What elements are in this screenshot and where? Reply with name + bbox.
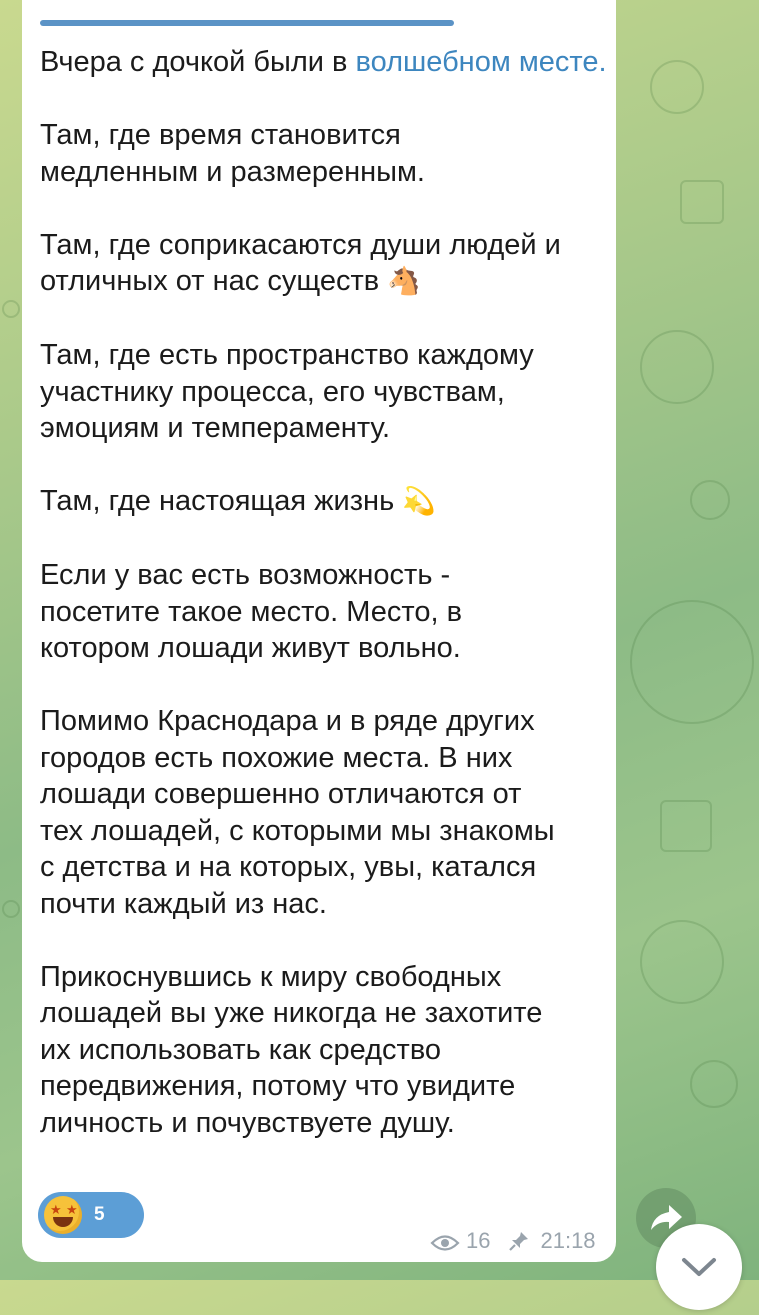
chevron-down-icon [656,1224,742,1310]
message-paragraph-6: Если у вас есть возможность - посетите такое место. Место, в котором лошади живут вольно. [40,559,463,664]
dizzy-emoji-icon: 💫 [402,486,436,517]
star-struck-emoji-icon: ★ ★ [44,1196,82,1234]
reaction-chip[interactable] [38,1192,144,1238]
message-text [40,44,610,1141]
pin-icon [508,1230,530,1252]
message-paragraph-2: Там, где время становится медленным и размеренным. [40,119,425,188]
message-top-accent-bar [40,20,454,26]
message-paragraph-5: Там, где настоящая жизнь 💫 [40,485,436,517]
message-paragraph-4: Там, где есть пространство каждому участнику процесса, его чувствам, эмоциям и темпераменту. [40,339,534,444]
message-paragraph-3: Там, где соприкасаются души людей и отличных от нас существ 🐴 [40,228,561,297]
message-link[interactable]: волшебном месте. [355,46,607,78]
message-paragraph-7: Помимо Краснодара и в ряде других городов есть похожие места. В них лошади совершенно отличаются от тех лошадей, с которыми мы знакомы с детства и на которых, увы, катался почти каждый из нас. [40,705,555,920]
message-paragraph-1: Вчера с дочкой были в волшебном месте. [40,46,607,78]
views-eye-icon [430,1232,460,1250]
message-bubble[interactable] [22,0,616,1262]
message-meta [430,1228,596,1254]
reaction-count: 5 [94,1204,105,1225]
views-count: 16 [466,1228,491,1253]
message-paragraph-8: Прикоснувшись к миру свободных лошадей вы уже никогда не захотите их использовать как средство передвижения, потому что увидите личность и почувствуете душу. [40,960,543,1139]
horse-emoji-icon: 🐴 [387,266,421,297]
message-time: 21:18 [540,1228,596,1253]
scroll-down-button[interactable] [656,1224,742,1310]
